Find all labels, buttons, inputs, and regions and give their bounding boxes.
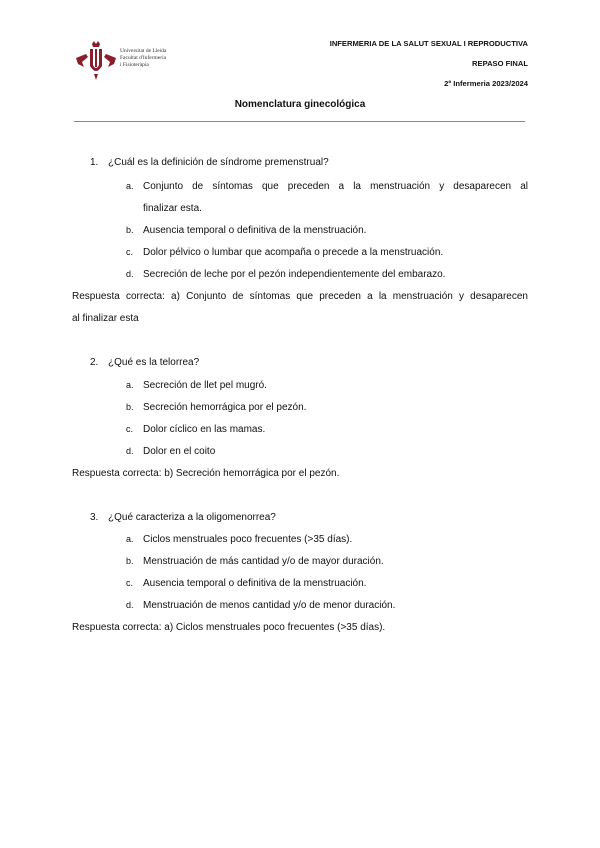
option-2c <box>126 424 265 435</box>
option-text: Menstruación de más cantidad y/o de mayor duración. <box>143 556 384 567</box>
option-2a <box>126 380 267 391</box>
answer-1-continuation: al finalizar esta <box>72 313 139 324</box>
question-text: ¿Qué es la telorrea? <box>108 357 200 368</box>
option-3b <box>126 556 384 567</box>
logo-line: i Fisioteràpia <box>120 62 149 68</box>
answer-text: Respuesta correcta: a) Conjunto de síntomas que preceden a la menstruación y desaparecen <box>72 291 528 302</box>
answer-2: Respuesta correcta: b) Secreción hemorrágica por el pezón. <box>72 468 340 479</box>
course-name: INFERMERIA DE LA SALUT SEXUAL I REPRODUCTIVA <box>329 39 528 48</box>
option-letter: c. <box>126 578 134 588</box>
question-number: 3. <box>90 512 99 523</box>
option-text: Ausencia temporal o definitiva de la menstruación. <box>143 578 367 589</box>
option-text: Ciclos menstruales poco frecuentes (>35 días). <box>143 534 353 545</box>
logo-line: Universitat de Lleida <box>120 48 167 54</box>
option-letter: d. <box>126 446 134 456</box>
option-letter: a. <box>126 380 134 390</box>
option-1b <box>126 225 366 236</box>
answer-3: Respuesta correcta: a) Ciclos menstruales poco frecuentes (>35 días). <box>72 622 386 633</box>
option-letter: b. <box>126 402 134 412</box>
university-crest-icon <box>74 40 118 82</box>
question-text: ¿Cuál es la definición de síndrome premenstrual? <box>108 157 329 168</box>
university-logo <box>74 40 194 82</box>
option-1a <box>126 175 528 198</box>
header-divider <box>74 121 525 122</box>
question-1 <box>90 157 329 168</box>
option-letter: b. <box>126 556 134 566</box>
option-text: Ausencia temporal o definitiva de la menstruación. <box>143 225 367 236</box>
answer-1 <box>72 291 528 302</box>
option-1a-continuation: finalizar esta. <box>143 203 202 214</box>
option-text: Secreción hemorrágica por el pezón. <box>143 402 307 413</box>
option-text: Dolor en el coito <box>143 446 216 457</box>
option-text: Menstruación de menos cantidad y/o de menor duración. <box>143 600 396 611</box>
option-2b <box>126 402 306 413</box>
option-letter: c. <box>126 247 134 257</box>
exam-name: REPASO FINAL <box>472 59 528 68</box>
academic-year: 2º Infermeria 2023/2024 <box>444 79 528 88</box>
option-letter: c. <box>126 424 134 434</box>
question-number: 2. <box>90 357 99 368</box>
question-number: 1. <box>90 157 99 168</box>
logo-text <box>120 48 166 69</box>
option-3a <box>126 534 352 545</box>
question-text: ¿Qué caracteriza a la oligomenorrea? <box>108 512 276 523</box>
option-text: Secreción de leche por el pezón independientemente del embarazo. <box>143 269 446 280</box>
option-3c <box>126 578 366 589</box>
option-2d <box>126 446 215 457</box>
option-text: Dolor pélvico o lumbar que acompaña o precede a la menstruación. <box>143 247 444 258</box>
question-2 <box>90 357 199 368</box>
option-letter: a. <box>126 181 134 191</box>
option-3d <box>126 600 395 611</box>
option-1c <box>126 247 443 258</box>
question-3 <box>90 512 276 523</box>
option-letter: d. <box>126 269 134 279</box>
option-text: Dolor cíclico en las mamas. <box>143 424 266 435</box>
option-1d <box>126 269 445 280</box>
logo-line: Facultat d'Infermeria <box>120 55 167 61</box>
option-letter: b. <box>126 225 134 235</box>
page-title: Nomenclatura ginecológica <box>234 99 366 110</box>
option-letter: a. <box>126 534 134 544</box>
option-text: Secreción de llet pel mugró. <box>143 380 267 391</box>
option-text: Conjunto de síntomas que preceden a la menstruación y desaparecen al <box>143 181 528 192</box>
option-letter: d. <box>126 600 134 610</box>
